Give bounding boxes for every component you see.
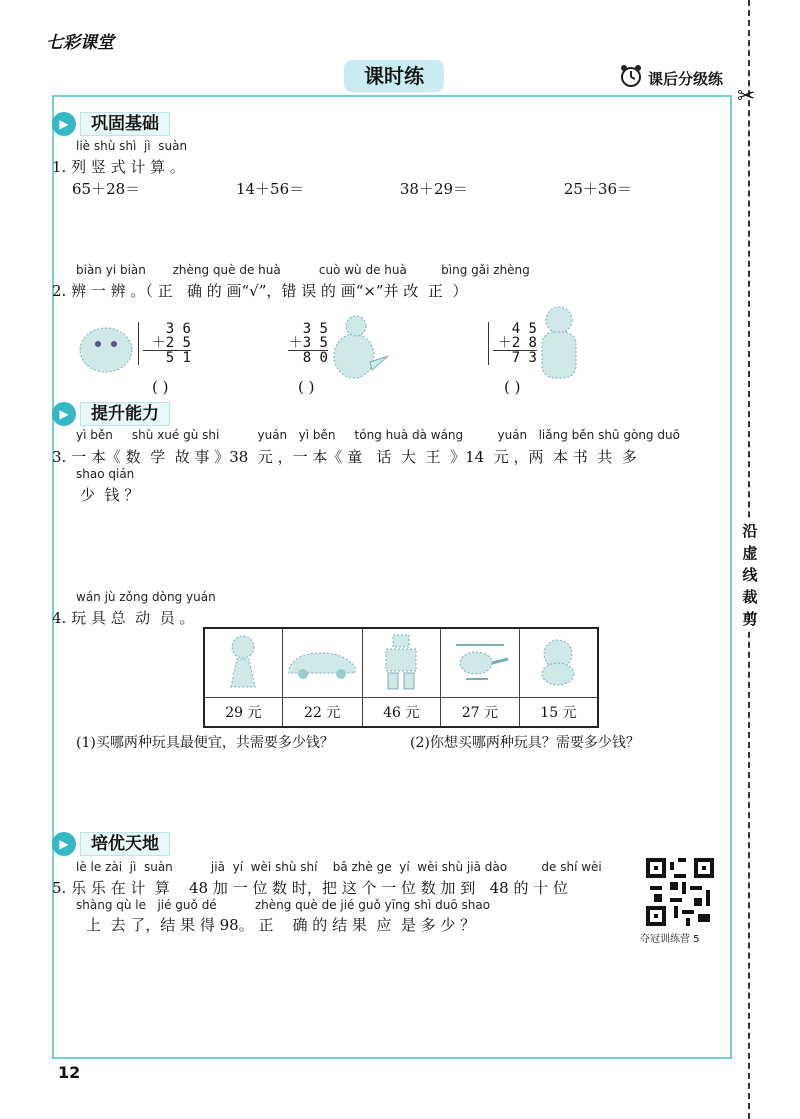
qr-caption: 夺冠训练营 5 — [640, 934, 700, 945]
price-cell: 46 元 — [362, 698, 440, 728]
toy-bear-cell — [519, 628, 598, 698]
section-basics — [52, 112, 170, 136]
qr-code[interactable] — [646, 858, 714, 926]
doll-icon — [223, 633, 263, 689]
q5-pinyin-2: shàng qù le jié guǒ dé zhèng què de jié guǒ yīng shì duō shao — [76, 898, 491, 912]
toy-car-cell — [282, 628, 362, 698]
car-icon — [285, 641, 359, 681]
play-icon: ▶ — [52, 112, 76, 136]
calc-2-top: 3 5 — [302, 321, 328, 337]
price-cell: 29 元 — [204, 698, 282, 728]
clock-icon — [618, 64, 644, 92]
robot-icon — [376, 631, 426, 691]
answer-paren-2[interactable]: ( ) — [298, 378, 315, 396]
cut-label: 沿虚线裁剪 — [739, 520, 761, 630]
toy-helicopter-cell — [440, 628, 519, 698]
play-icon: ▶ — [52, 832, 76, 856]
calc-1 — [138, 322, 191, 365]
problem: 38＋29＝ — [399, 180, 469, 198]
toy-bear-image — [536, 304, 582, 388]
price-cell: 27 元 — [440, 698, 519, 728]
toy-prices-row — [204, 698, 598, 728]
problem: 25＋36＝ — [563, 180, 632, 198]
q4-text: 4. 玩 具 总 动 员 。 — [52, 609, 195, 627]
calc-3-result: 7 3 — [493, 350, 537, 365]
page-number: 12 — [58, 1063, 81, 1082]
page-title: 课时练 — [344, 60, 444, 92]
header-right — [618, 64, 723, 92]
section-label: 巩固基础 — [80, 112, 170, 136]
q3-text-2: 少 钱 ？ — [80, 486, 140, 504]
q5-text-2: 上 去 了，结 果 得 98。 正 确 的 结 果 应 是 多 少 ？ — [86, 916, 476, 934]
helicopter-icon — [450, 637, 510, 685]
calc-2 — [288, 322, 328, 365]
q3-text-1: 3. 一 本《 数 学 故 事 》38 元 ，一 本《 童 话 大 王 》14 元 ，两 本 书 共 多 — [52, 448, 637, 466]
toy-pictures-row — [204, 628, 598, 698]
q4-sub-2: (2)你想买哪两种玩具？需要多少钱？ — [410, 735, 640, 751]
q2-pinyin: biàn yi biàn zhèng què de huà cuò wù de huà bìng gǎi zhèng — [76, 263, 530, 277]
q5-text-1: 5. 乐 乐 在 计 算 48 加 一 位 数 时，把 这 个 一 位 数 加 到 48 的 十 位 — [52, 879, 568, 897]
calc-2-add: ＋3 5 — [288, 335, 328, 351]
q4-sub-1: (1)买哪两种玩具最便宜，共需要多少钱？ — [76, 735, 334, 751]
problem: 14＋56＝ — [235, 180, 305, 198]
q1-pinyin: liè shù shì jì suàn — [76, 139, 188, 153]
q2-text: 2. 辨 一 辨 。（ 正 确 的 画“√”，错 误 的 画“×”并 改 正 ） — [52, 282, 468, 300]
price-cell: 15 元 — [519, 698, 598, 728]
q4-pinyin: wán jù zǒng dòng yuán — [76, 590, 216, 604]
calc-3-add: ＋2 8 — [497, 335, 537, 351]
header-right-label: 课后分级练 — [648, 69, 724, 88]
toy-doll-cell — [204, 628, 282, 698]
q1-problems — [72, 178, 632, 199]
problem: 65＋28＝ — [72, 180, 141, 198]
calc-3 — [488, 322, 537, 365]
section-label: 培优天地 — [80, 832, 170, 856]
section-label: 提升能力 — [80, 402, 170, 426]
calc-1-top: 3 6 — [165, 321, 191, 337]
play-icon: ▶ — [52, 402, 76, 426]
toy-price-table — [203, 627, 599, 728]
toy-dinosaur-image — [326, 312, 390, 386]
toy-robot-cell — [362, 628, 440, 698]
q3-pinyin-2: shao qián — [76, 467, 135, 481]
calc-3-top: 4 5 — [511, 321, 537, 337]
q1-text: 1. 列 竖 式 计 算 。 — [52, 158, 185, 176]
q3-pinyin-1: yì běn shù xué gù shi yuán yì běn tóng huà dà wáng yuán liǎng běn shū gòng duō — [76, 428, 680, 442]
section-advanced — [52, 832, 170, 856]
answer-paren-1[interactable]: ( ) — [152, 378, 169, 396]
q5-pinyin-1: lè le zài jì suàn jiā yí wèi shù shí bǎ zhè ge yí wèi shù jiā dào de shí wèi — [76, 860, 602, 874]
answer-paren-3[interactable]: ( ) — [504, 378, 521, 396]
toy-elephant-image — [76, 318, 138, 380]
calc-1-result: 5 1 — [143, 350, 191, 365]
scissors-icon: ✂ — [737, 84, 756, 109]
price-cell: 22 元 — [282, 698, 362, 728]
bear-icon — [535, 636, 581, 686]
calc-1-add: ＋2 5 — [151, 335, 191, 351]
brand-logo: 七彩课堂 — [46, 33, 114, 53]
calc-2-result: 8 0 — [288, 350, 328, 365]
section-improve — [52, 402, 170, 426]
